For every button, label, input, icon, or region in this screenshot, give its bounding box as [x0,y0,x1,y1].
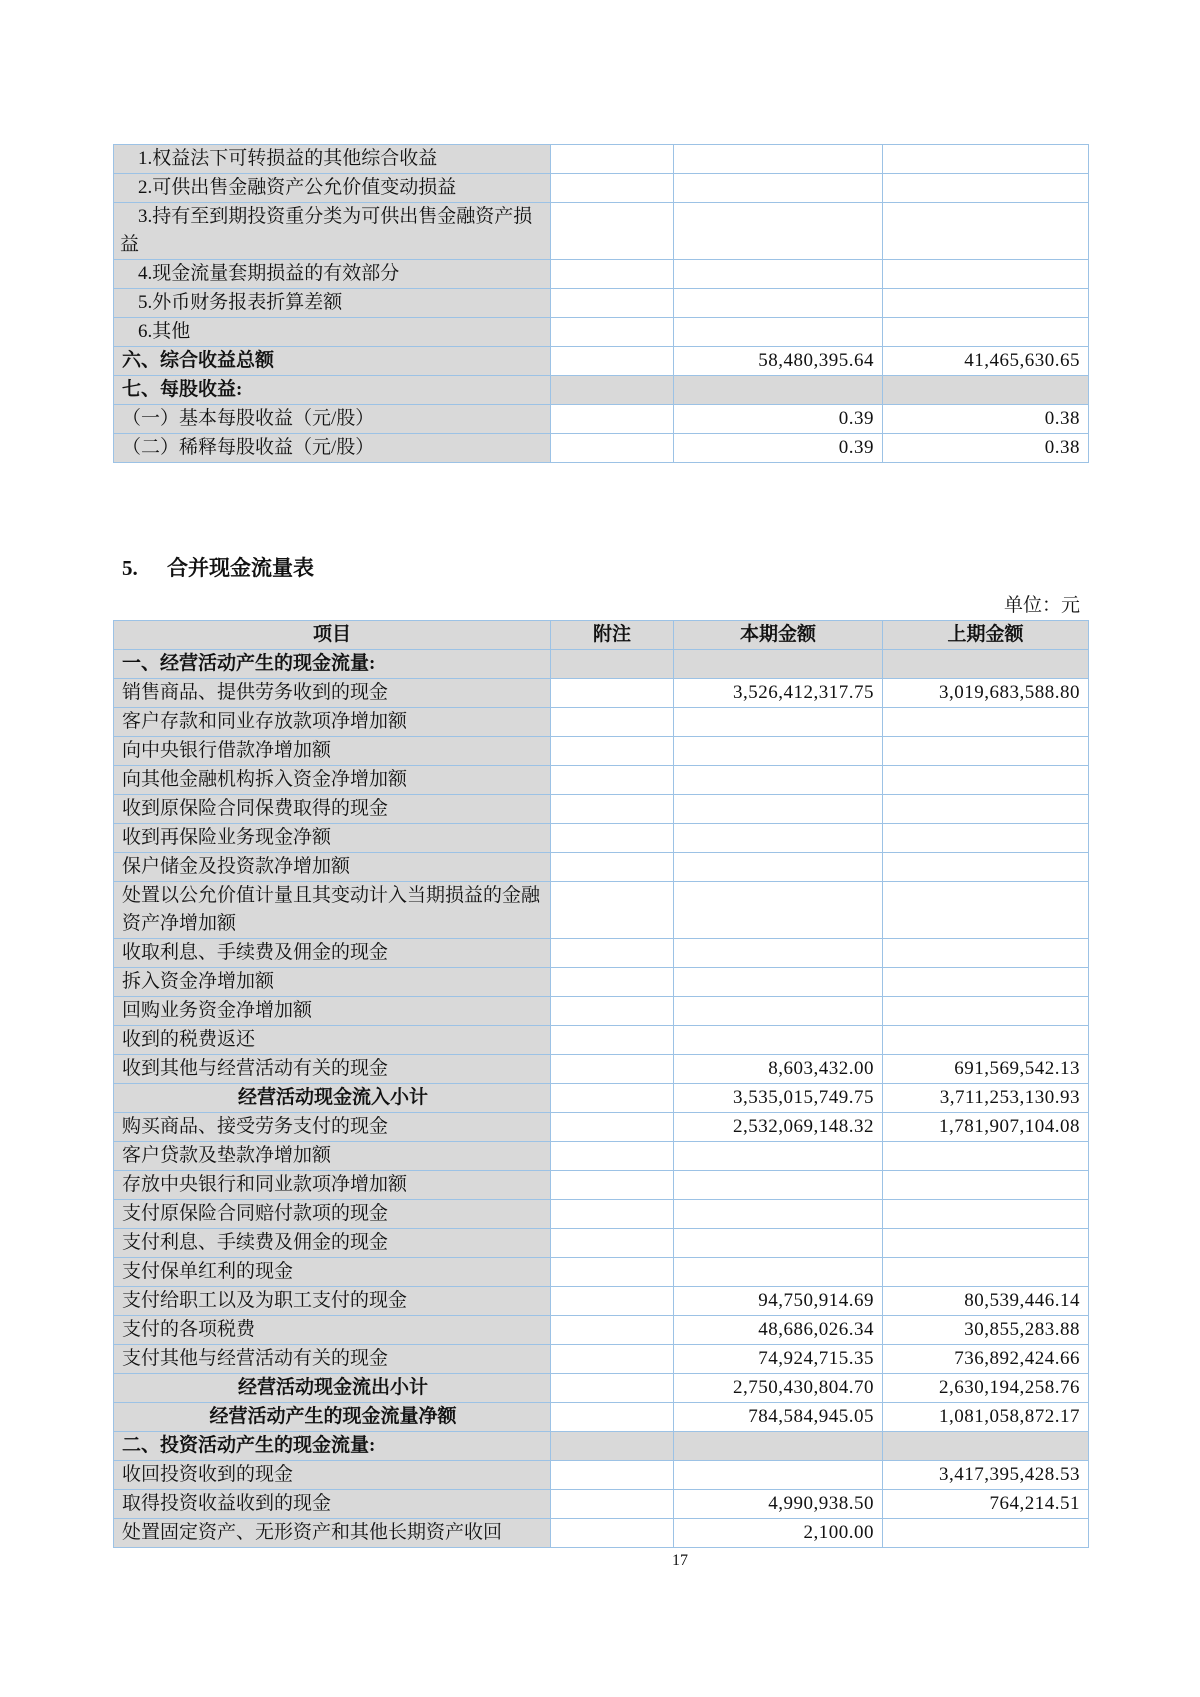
row-prior-cell [883,1258,1089,1287]
row-label-cell: 经营活动现金流入小计 [114,1084,551,1113]
row-label-cell: 支付保单红利的现金 [114,1258,551,1287]
row-current-cell: 48,686,026.34 [674,1316,883,1345]
row-prior-cell [883,1229,1089,1258]
row-current-cell [674,203,883,260]
row-prior-cell: 2,630,194,258.76 [883,1374,1089,1403]
row-label-cell: 存放中央银行和同业款项净增加额 [114,1171,551,1200]
table-row [114,1519,1089,1548]
header-note-cell: 附注 [551,621,674,650]
row-note-cell [551,1113,674,1142]
row-note-cell [551,1374,674,1403]
row-current-cell: 2,532,069,148.32 [674,1113,883,1142]
row-label-cell: 处置固定资产、无形资产和其他长期资产收回 [114,1519,551,1548]
row-label-cell: 支付原保险合同赔付款项的现金 [114,1200,551,1229]
row-current-cell: 2,750,430,804.70 [674,1374,883,1403]
row-label-cell: 客户贷款及垫款净增加额 [114,1142,551,1171]
row-prior-cell [883,737,1089,766]
row-current-cell [674,1258,883,1287]
table-row [114,289,1089,318]
row-prior-cell [883,795,1089,824]
row-label-cell: 拆入资金净增加额 [114,968,551,997]
row-note-cell [551,376,674,405]
table-row [114,1113,1089,1142]
row-label-cell: 收到的税费返还 [114,1026,551,1055]
comprehensive-income-table [113,144,1089,463]
row-prior-cell: 691,569,542.13 [883,1055,1089,1084]
row-label-cell: 支付其他与经营活动有关的现金 [114,1345,551,1374]
row-note-cell [551,1200,674,1229]
table-row [114,997,1089,1026]
row-prior-cell [883,1200,1089,1229]
row-note-cell [551,968,674,997]
row-prior-cell [883,174,1089,203]
table-row [114,318,1089,347]
row-prior-cell [883,1171,1089,1200]
row-label-cell: 取得投资收益收到的现金 [114,1490,551,1519]
row-current-cell: 74,924,715.35 [674,1345,883,1374]
row-label-cell: 3.持有至到期投资重分类为可供出售金融资产损益 [114,203,551,260]
row-note-cell [551,318,674,347]
row-current-cell: 784,584,945.05 [674,1403,883,1432]
table-row [114,203,1089,260]
row-current-cell: 2,100.00 [674,1519,883,1548]
row-current-cell [674,318,883,347]
table-row [114,1171,1089,1200]
row-note-cell [551,737,674,766]
table-row [114,1026,1089,1055]
row-current-cell [674,853,883,882]
row-label-cell: 购买商品、接受劳务支付的现金 [114,1113,551,1142]
row-current-cell [674,376,883,405]
table-row [114,737,1089,766]
row-label-cell: 处置以公允价值计量且其变动计入当期损益的金融资产净增加额 [114,882,551,939]
row-note-cell [551,434,674,463]
table-row [114,347,1089,376]
table-header-row [114,621,1089,650]
row-label-cell: 1.权益法下可转损益的其他综合收益 [114,145,551,174]
row-label-cell: 一、经营活动产生的现金流量: [114,650,551,679]
row-note-cell [551,1403,674,1432]
row-prior-cell [883,318,1089,347]
section-heading [122,552,314,582]
row-label-cell: 六、综合收益总额 [114,347,551,376]
row-label-cell: 二、投资活动产生的现金流量: [114,1432,551,1461]
row-note-cell [551,174,674,203]
row-label-cell: 向其他金融机构拆入资金净增加额 [114,766,551,795]
row-current-cell [674,737,883,766]
row-prior-cell [883,1432,1089,1461]
table-row [114,795,1089,824]
table-row [114,1055,1089,1084]
table-row [114,376,1089,405]
row-current-cell [674,708,883,737]
row-label-cell: （二）稀释每股收益（元/股） [114,434,551,463]
table-row [114,1200,1089,1229]
row-note-cell [551,405,674,434]
row-prior-cell [883,766,1089,795]
row-note-cell [551,1229,674,1258]
row-note-cell [551,853,674,882]
row-prior-cell: 3,019,683,588.80 [883,679,1089,708]
table-row [114,1316,1089,1345]
row-prior-cell [883,203,1089,260]
table-row [114,1432,1089,1461]
row-note-cell [551,650,674,679]
table-row [114,650,1089,679]
row-label-cell: 收到再保险业务现金净额 [114,824,551,853]
header-current-cell: 本期金额 [674,621,883,650]
cash-flow-table [113,620,1089,1548]
row-label-cell: 经营活动现金流出小计 [114,1374,551,1403]
row-current-cell [674,795,883,824]
row-note-cell [551,1461,674,1490]
table-row [114,1229,1089,1258]
row-note-cell [551,1490,674,1519]
row-prior-cell [883,260,1089,289]
row-label-cell: 6.其他 [114,318,551,347]
row-prior-cell: 736,892,424.66 [883,1345,1089,1374]
row-current-cell [674,997,883,1026]
table-row [114,1374,1089,1403]
row-current-cell: 0.39 [674,434,883,463]
table-row [114,882,1089,939]
row-note-cell [551,145,674,174]
row-prior-cell [883,145,1089,174]
row-current-cell [674,882,883,939]
row-current-cell [674,1026,883,1055]
row-prior-cell [883,708,1089,737]
table-row [114,1142,1089,1171]
row-prior-cell [883,1519,1089,1548]
row-note-cell [551,1084,674,1113]
row-note-cell [551,1026,674,1055]
row-prior-cell: 764,214.51 [883,1490,1089,1519]
row-current-cell [674,145,883,174]
row-prior-cell: 1,781,907,104.08 [883,1113,1089,1142]
row-label-cell: （一）基本每股收益（元/股） [114,405,551,434]
row-note-cell [551,1519,674,1548]
row-note-cell [551,766,674,795]
row-current-cell [674,939,883,968]
row-current-cell [674,1142,883,1171]
row-label-cell: 回购业务资金净增加额 [114,997,551,1026]
row-prior-cell: 30,855,283.88 [883,1316,1089,1345]
row-current-cell: 8,603,432.00 [674,1055,883,1084]
row-current-cell [674,1229,883,1258]
table-row [114,766,1089,795]
row-label-cell: 七、每股收益: [114,376,551,405]
row-current-cell: 94,750,914.69 [674,1287,883,1316]
row-current-cell [674,968,883,997]
row-prior-cell: 0.38 [883,405,1089,434]
table-row [114,1490,1089,1519]
header-prior-cell: 上期金额 [883,621,1089,650]
table-row [114,708,1089,737]
table-row [114,405,1089,434]
row-note-cell [551,679,674,708]
table-row [114,1084,1089,1113]
row-label-cell: 支付利息、手续费及佣金的现金 [114,1229,551,1258]
row-prior-cell [883,376,1089,405]
row-note-cell [551,1171,674,1200]
row-prior-cell: 80,539,446.14 [883,1287,1089,1316]
table-row [114,174,1089,203]
row-label-cell: 收回投资收到的现金 [114,1461,551,1490]
row-note-cell [551,1345,674,1374]
row-note-cell [551,289,674,318]
row-note-cell [551,260,674,289]
header-item-cell: 项目 [114,621,551,650]
row-prior-cell [883,882,1089,939]
row-note-cell [551,939,674,968]
row-prior-cell [883,997,1089,1026]
table-row [114,1258,1089,1287]
row-current-cell [674,1461,883,1490]
table-row [114,434,1089,463]
row-label-cell: 支付给职工以及为职工支付的现金 [114,1287,551,1316]
row-prior-cell [883,853,1089,882]
row-prior-cell [883,939,1089,968]
row-prior-cell: 41,465,630.65 [883,347,1089,376]
row-note-cell [551,1142,674,1171]
row-current-cell [674,174,883,203]
row-current-cell [674,1171,883,1200]
row-note-cell [551,882,674,939]
page-number: 17 [672,1552,688,1569]
table-row [114,1403,1089,1432]
row-prior-cell: 3,417,395,428.53 [883,1461,1089,1490]
row-prior-cell [883,824,1089,853]
row-current-cell [674,824,883,853]
row-current-cell: 3,526,412,317.75 [674,679,883,708]
row-note-cell [551,997,674,1026]
row-label-cell: 向中央银行借款净增加额 [114,737,551,766]
row-note-cell [551,1055,674,1084]
row-prior-cell [883,650,1089,679]
row-prior-cell [883,1142,1089,1171]
table-row [114,1461,1089,1490]
row-note-cell [551,1432,674,1461]
row-label-cell: 支付的各项税费 [114,1316,551,1345]
row-note-cell [551,1316,674,1345]
row-label-cell: 经营活动产生的现金流量净额 [114,1403,551,1432]
row-label-cell: 2.可供出售金融资产公允价值变动损益 [114,174,551,203]
section-number: 5. [122,556,138,580]
row-note-cell [551,795,674,824]
row-prior-cell [883,968,1089,997]
table-row [114,679,1089,708]
row-note-cell [551,708,674,737]
row-note-cell [551,1287,674,1316]
row-current-cell: 0.39 [674,405,883,434]
row-prior-cell: 3,711,253,130.93 [883,1084,1089,1113]
row-label-cell: 4.现金流量套期损益的有效部分 [114,260,551,289]
unit-label: 单位：元 [1003,595,1080,616]
table-row [114,145,1089,174]
row-current-cell: 58,480,395.64 [674,347,883,376]
row-current-cell [674,289,883,318]
row-label-cell: 保户储金及投资款净增加额 [114,853,551,882]
row-label-cell: 收到其他与经营活动有关的现金 [114,1055,551,1084]
row-prior-cell: 0.38 [883,434,1089,463]
row-label-cell: 客户存款和同业存放款项净增加额 [114,708,551,737]
row-label-cell: 5.外币财务报表折算差额 [114,289,551,318]
row-note-cell [551,1258,674,1287]
row-label-cell: 收到原保险合同保费取得的现金 [114,795,551,824]
section-title: 合并现金流量表 [167,556,314,580]
row-prior-cell [883,289,1089,318]
table-row [114,260,1089,289]
row-note-cell [551,347,674,376]
row-prior-cell: 1,081,058,872.17 [883,1403,1089,1432]
table-row [114,1287,1089,1316]
row-current-cell [674,766,883,795]
row-current-cell [674,650,883,679]
row-current-cell [674,1200,883,1229]
row-current-cell [674,260,883,289]
row-current-cell: 4,990,938.50 [674,1490,883,1519]
table-row [114,968,1089,997]
row-note-cell [551,203,674,260]
row-current-cell [674,1432,883,1461]
row-prior-cell [883,1026,1089,1055]
table-row [114,939,1089,968]
table-row [114,1345,1089,1374]
row-current-cell: 3,535,015,749.75 [674,1084,883,1113]
row-label-cell: 收取利息、手续费及佣金的现金 [114,939,551,968]
table-row [114,853,1089,882]
table-row [114,824,1089,853]
row-label-cell: 销售商品、提供劳务收到的现金 [114,679,551,708]
row-note-cell [551,824,674,853]
